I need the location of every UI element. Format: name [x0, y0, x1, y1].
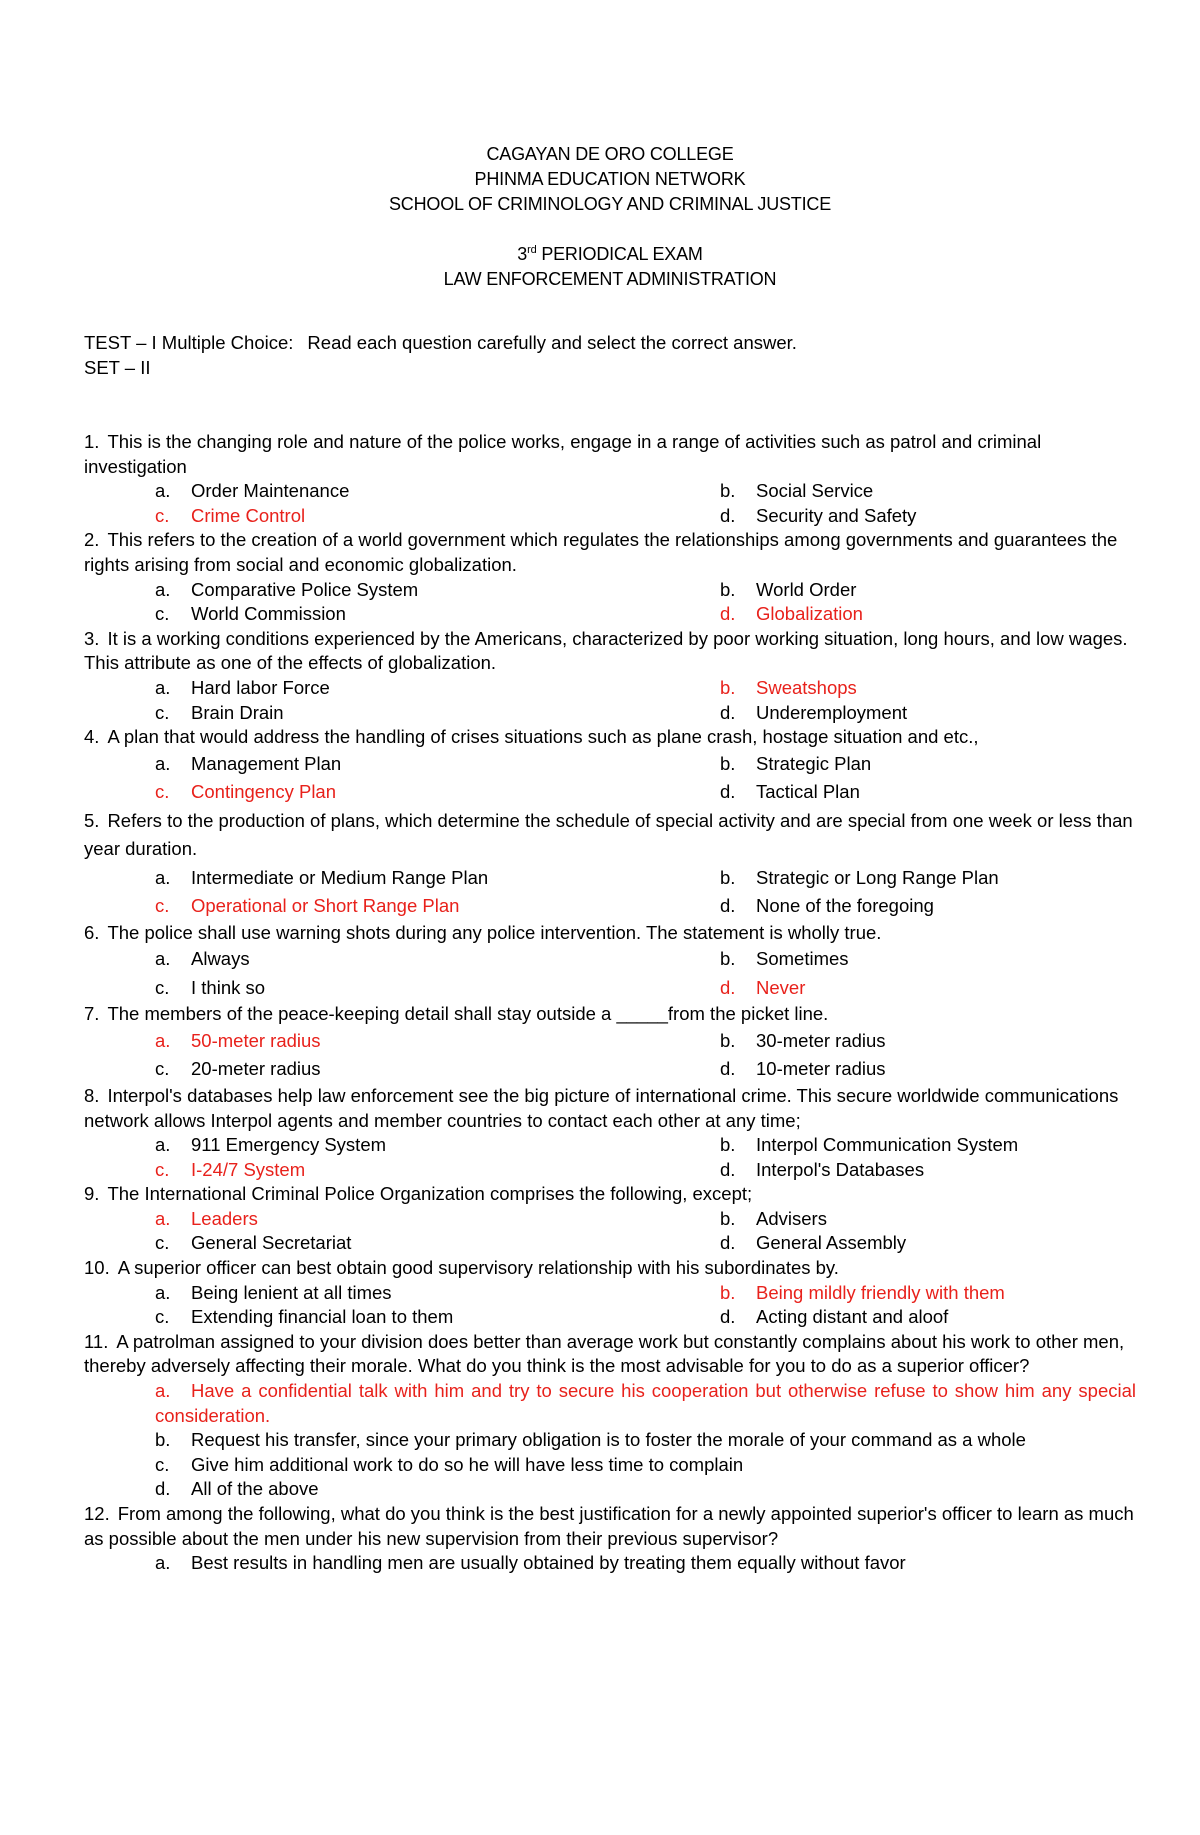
option-text: Have a confidential talk with him and try to secure his cooperation but otherwise refuse to show him any special consideration.	[155, 1380, 1136, 1426]
option-letter: a.	[155, 1134, 171, 1156]
option-letter: a.	[155, 948, 171, 970]
question-stem	[84, 807, 1136, 864]
option-text: Interpol Communication System	[756, 1134, 1019, 1156]
option-text: Advisers	[756, 1207, 827, 1229]
answer-option	[155, 1281, 720, 1306]
answer-option-correct	[155, 1027, 720, 1056]
option-text: Contingency Plan	[191, 781, 337, 803]
answer-options	[155, 750, 1136, 807]
question-number: 10.	[84, 1257, 110, 1279]
question-number: 5.	[84, 809, 100, 831]
option-letter: c.	[155, 1058, 170, 1080]
option-letter: c.	[155, 976, 170, 998]
option-letter: a.	[155, 578, 171, 600]
option-text: World Order	[756, 578, 857, 600]
option-letter: d.	[720, 781, 736, 803]
option-text: World Commission	[191, 603, 346, 625]
answer-option	[155, 1551, 1136, 1576]
answer-option	[720, 1207, 1136, 1232]
question-stem	[84, 1182, 1136, 1207]
question-item	[84, 807, 1136, 921]
answer-option	[155, 1055, 720, 1084]
answer-option	[720, 701, 1136, 726]
answer-option	[155, 1305, 720, 1330]
question-item	[84, 528, 1136, 626]
answer-option	[155, 750, 720, 779]
option-text: Operational or Short Range Plan	[191, 895, 460, 917]
answer-option	[155, 1453, 1136, 1478]
option-text: I think so	[191, 976, 266, 998]
option-letter: c.	[155, 701, 170, 723]
question-stem	[84, 1002, 1136, 1027]
answer-option	[155, 676, 720, 701]
question-item	[84, 430, 1136, 528]
option-letter: a.	[155, 1552, 171, 1574]
option-text: Management Plan	[191, 752, 342, 774]
option-text: 50-meter radius	[191, 1029, 321, 1051]
answer-option	[720, 1027, 1136, 1056]
question-number: 8.	[84, 1084, 100, 1106]
option-text: Underemployment	[756, 701, 908, 723]
option-letter: b.	[720, 578, 736, 600]
option-letter: d.	[720, 603, 736, 625]
answer-option-correct	[155, 1158, 720, 1183]
option-text: Leaders	[191, 1207, 258, 1229]
option-letter: d.	[720, 976, 736, 998]
option-text: Sweatshops	[756, 676, 857, 698]
answer-option	[155, 701, 720, 726]
option-text: Best results in handling men are usually obtained by treating them equally without favor	[191, 1552, 906, 1574]
option-text: I-24/7 System	[191, 1158, 306, 1180]
option-letter: c.	[155, 1306, 170, 1328]
answer-option	[720, 1158, 1136, 1183]
option-text: Strategic Plan	[756, 752, 872, 774]
answer-options	[155, 676, 1136, 725]
answer-option	[155, 864, 720, 893]
answer-option	[720, 1133, 1136, 1158]
option-text: Interpol's Databases	[756, 1158, 925, 1180]
question-number: 2.	[84, 529, 100, 551]
answer-option	[720, 864, 1136, 893]
option-letter: b.	[720, 948, 736, 970]
option-text: 911 Emergency System	[191, 1134, 387, 1156]
school-name: SCHOOL OF CRIMINOLOGY AND CRIMINAL JUSTICE	[389, 194, 831, 214]
question-stem	[84, 627, 1136, 676]
option-letter: a.	[155, 480, 171, 502]
option-letter: b.	[720, 866, 736, 888]
question-item	[84, 921, 1136, 1003]
question-number: 12.	[84, 1503, 110, 1524]
question-item	[84, 1256, 1136, 1330]
question-number: 6.	[84, 921, 100, 943]
answer-option-correct	[720, 602, 1136, 627]
answer-options	[155, 479, 1136, 528]
answer-option	[155, 1428, 1136, 1453]
question-number: 1.	[84, 431, 100, 452]
answer-option-correct	[155, 1207, 720, 1232]
answer-option	[720, 945, 1136, 974]
answer-option	[155, 479, 720, 504]
option-letter: a.	[155, 676, 171, 698]
answer-option	[155, 974, 720, 1003]
answer-options	[84, 1551, 1136, 1576]
option-text: 20-meter radius	[191, 1058, 321, 1080]
option-letter: c.	[155, 895, 170, 917]
question-text: The police shall use warning shots during any police intervention. The statement is wholly true.	[107, 921, 882, 943]
answer-options	[155, 578, 1136, 627]
answer-options	[155, 1281, 1136, 1330]
option-letter: c.	[155, 504, 170, 526]
college-name: CAGAYAN DE ORO COLLEGE	[486, 144, 734, 164]
answer-option	[720, 1305, 1136, 1330]
option-letter: a.	[155, 1281, 171, 1303]
question-item	[84, 1084, 1136, 1182]
option-text: Globalization	[756, 603, 863, 625]
question-stem	[84, 725, 1136, 750]
answer-option	[720, 778, 1136, 807]
answer-option-correct	[155, 892, 720, 921]
option-text: Acting distant and aloof	[756, 1306, 949, 1328]
question-number: 9.	[84, 1183, 100, 1205]
answer-option	[720, 504, 1136, 529]
question-stem	[84, 1256, 1136, 1281]
answer-option	[720, 578, 1136, 603]
option-letter: b.	[720, 752, 736, 774]
option-letter: c.	[155, 1453, 170, 1475]
option-text: Being lenient at all times	[191, 1281, 392, 1303]
option-letter: a.	[155, 1029, 171, 1051]
answer-option-correct	[720, 1281, 1136, 1306]
option-text: Tactical Plan	[756, 781, 860, 803]
question-item	[84, 1330, 1136, 1502]
option-letter: a.	[155, 752, 171, 774]
subject-name: LAW ENFORCEMENT ADMINISTRATION	[443, 269, 777, 289]
question-stem	[84, 1330, 1136, 1379]
question-item	[84, 1182, 1136, 1256]
answer-option	[720, 750, 1136, 779]
option-text: Being mildly friendly with them	[756, 1281, 1005, 1303]
question-stem	[84, 430, 1136, 479]
option-text: Always	[191, 948, 250, 970]
question-text: It is a working conditions experienced by the Americans, characterized by poor working situation, long hours, and low wages. This attribute as one of the effects of globalization.	[84, 627, 1128, 674]
option-text: Give him additional work to do so he will have less time to complain	[191, 1453, 744, 1475]
option-letter: a.	[155, 1380, 171, 1402]
answer-option-correct	[155, 1379, 1136, 1428]
answer-option	[155, 1477, 1136, 1502]
option-letter: a.	[155, 1207, 171, 1229]
question-text: This refers to the creation of a world government which regulates the relationships among governments and guarantees the rights arising from social and economic globalization.	[84, 529, 1118, 575]
option-text: Intermediate or Medium Range Plan	[191, 866, 489, 888]
answer-option	[155, 578, 720, 603]
option-letter: d.	[720, 1058, 736, 1080]
exam-title: 3rd PERIODICAL EXAM	[517, 244, 703, 264]
answer-option-correct	[155, 504, 720, 529]
option-letter: d.	[720, 895, 736, 917]
answer-option	[155, 1231, 720, 1256]
option-letter: c.	[155, 1158, 170, 1180]
question-number: 4.	[84, 726, 100, 748]
question-item	[84, 725, 1136, 807]
option-letter: b.	[720, 1029, 736, 1051]
option-letter: d.	[720, 1232, 736, 1254]
option-text: 30-meter radius	[756, 1029, 886, 1051]
option-text: All of the above	[191, 1478, 319, 1500]
question-text: The International Criminal Police Organization comprises the following, except;	[107, 1183, 753, 1205]
option-text: General Assembly	[756, 1232, 907, 1254]
question-stem	[84, 1084, 1136, 1133]
option-text: Sometimes	[756, 948, 849, 970]
answer-option	[720, 892, 1136, 921]
option-letter: c.	[155, 603, 170, 625]
question-text: A superior officer can best obtain good supervisory relationship with his subordinates by.	[117, 1257, 839, 1279]
answer-option	[720, 1231, 1136, 1256]
question-text: Refers to the production of plans, which determine the schedule of special activity and are special from one week or less than year duration.	[84, 809, 1133, 860]
option-text: Security and Safety	[756, 504, 917, 526]
question-stem	[84, 1502, 1136, 1551]
question-item	[84, 1002, 1136, 1084]
option-text: 10-meter radius	[756, 1058, 886, 1080]
option-letter: b.	[720, 676, 736, 698]
question-text: The members of the peace-keeping detail shall stay outside a _____from the picket line.	[107, 1003, 829, 1025]
option-text: Strategic or Long Range Plan	[756, 866, 999, 888]
option-text: Request his transfer, since your primary obligation is to foster the morale of your command as a whole	[191, 1429, 1026, 1451]
answer-option	[720, 1055, 1136, 1084]
answer-option-correct	[720, 676, 1136, 701]
answer-options	[155, 864, 1136, 921]
question-stem	[84, 921, 1136, 946]
option-text: General Secretariat	[191, 1232, 352, 1254]
document-header	[84, 142, 1136, 292]
option-letter: d.	[155, 1478, 171, 1500]
question-text: A patrolman assigned to your division does better than average work but constantly complains about his work to other men, thereby adversely affecting their morale. What do you think is the most advisable for you to do as a superior officer?	[84, 1330, 1125, 1377]
instruction-text: Read each question carefully and select the correct answer.	[307, 332, 797, 353]
option-letter: b.	[720, 480, 736, 502]
option-letter: d.	[720, 1306, 736, 1328]
question-item	[84, 627, 1136, 725]
answer-options	[155, 1207, 1136, 1256]
option-text: Brain Drain	[191, 701, 284, 723]
question-number: 11.	[84, 1330, 109, 1352]
question-text: This is the changing role and nature of the police works, engage in a range of activities such as patrol and criminal investigation	[84, 431, 1042, 477]
question-text: A plan that would address the handling of crises situations such as plane crash, hostage situation and etc.,	[107, 726, 979, 748]
option-letter: c.	[155, 1232, 170, 1254]
answer-options	[155, 1027, 1136, 1084]
answer-options	[155, 1133, 1136, 1182]
option-letter: b.	[720, 1207, 736, 1229]
option-letter: d.	[720, 1158, 736, 1180]
answer-option-correct	[155, 778, 720, 807]
option-text: Never	[756, 976, 806, 998]
network-name: PHINMA EDUCATION NETWORK	[474, 169, 746, 189]
option-letter: b.	[720, 1281, 736, 1303]
option-letter: d.	[720, 504, 736, 526]
question-stem	[84, 528, 1136, 577]
answer-option-correct	[720, 974, 1136, 1003]
option-letter: b.	[720, 1134, 736, 1156]
question-text: Interpol's databases help law enforcement see the big picture of international crime. This secure worldwide communications network allows Interpol agents and member countries to contact each other at any time;	[84, 1084, 1119, 1131]
set-label: SET – II	[84, 357, 151, 378]
answer-option	[155, 602, 720, 627]
answer-options	[155, 945, 1136, 1002]
option-text: Social Service	[756, 480, 874, 502]
option-text: Comparative Police System	[191, 578, 419, 600]
answer-option	[155, 945, 720, 974]
answer-option	[155, 1133, 720, 1158]
option-text: Extending financial loan to them	[191, 1306, 454, 1328]
question-number: 3.	[84, 627, 100, 649]
option-letter: b.	[155, 1429, 171, 1451]
test-instructions	[84, 330, 1136, 380]
question-item	[84, 1502, 1136, 1576]
option-letter: a.	[155, 866, 171, 888]
answer-options	[84, 1379, 1136, 1502]
option-text: None of the foregoing	[756, 895, 934, 917]
option-letter: d.	[720, 701, 736, 723]
option-text: Hard labor Force	[191, 676, 330, 698]
answer-option	[720, 479, 1136, 504]
question-list	[84, 430, 1136, 1576]
option-letter: c.	[155, 781, 170, 803]
question-text: From among the following, what do you think is the best justification for a newly appointed superior's officer to learn as much as possible about the men under his new supervision from their previous supervisor?	[84, 1503, 1134, 1549]
question-number: 7.	[84, 1003, 100, 1025]
test-label: TEST – I Multiple Choice:	[84, 332, 294, 353]
option-text: Crime Control	[191, 504, 306, 526]
option-text: Order Maintenance	[191, 480, 350, 502]
